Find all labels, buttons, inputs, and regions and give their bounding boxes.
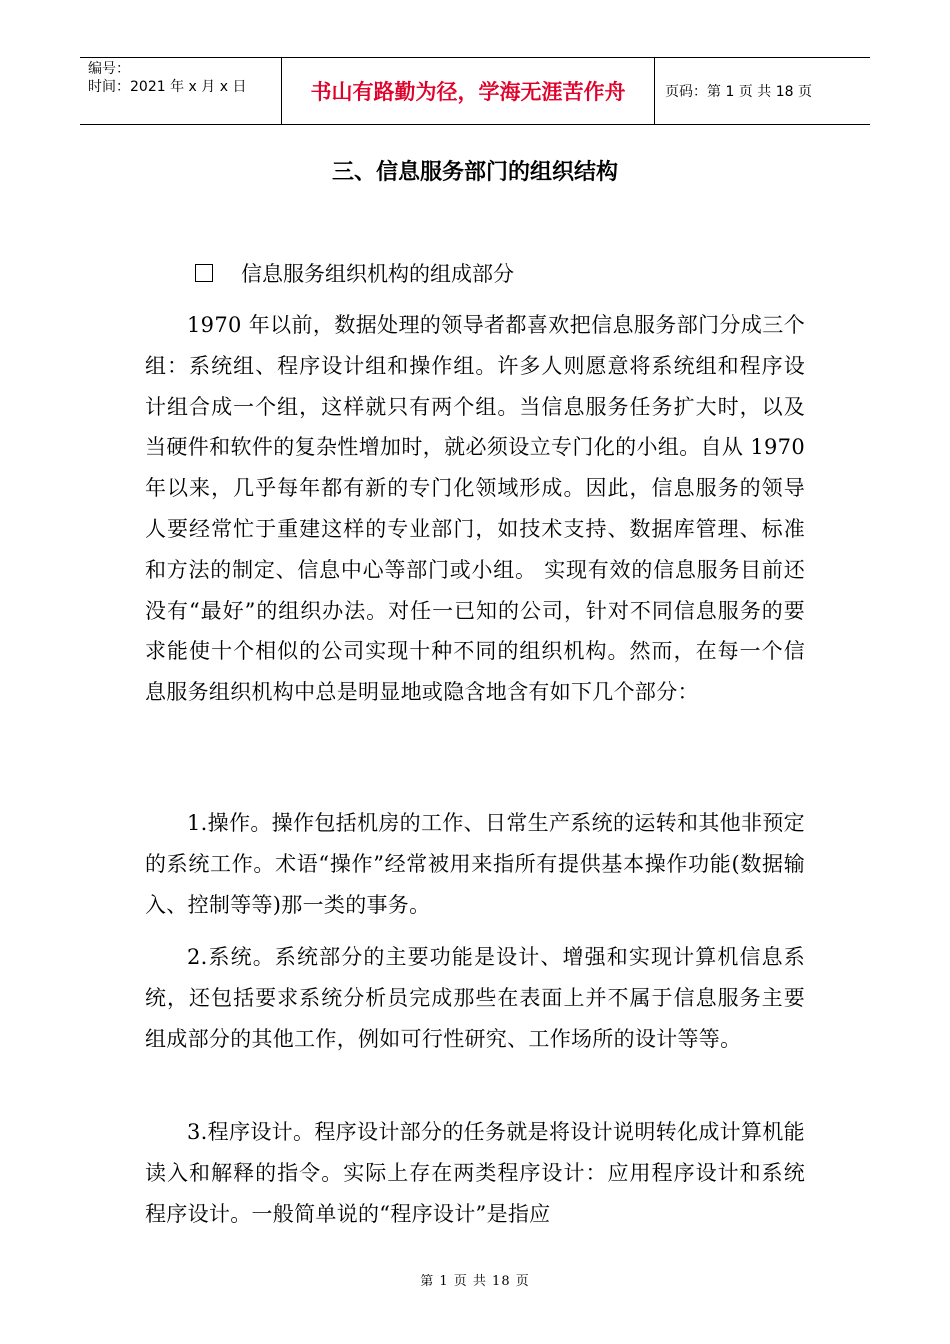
paragraph-operations: 1.操作。操作包括机房的工作、日常生产系统的运转和其他非预定的系统工作。术语“操作”经常被用来指所有提供基本操作功能(数据输入、控制等等)那一类的事务。 bbox=[145, 811, 805, 917]
section-subheading bbox=[195, 258, 514, 288]
header-table bbox=[80, 57, 870, 125]
document-title: 三、信息服务部门的组织结构 bbox=[331, 160, 618, 185]
document-number-label: 编号： bbox=[88, 61, 130, 77]
header-meta-cell bbox=[80, 58, 282, 124]
checkbox-square-icon bbox=[195, 264, 213, 282]
subheading-text: 信息服务组织机构的组成部分 bbox=[241, 262, 514, 286]
header-motto: 书山有路勤为径，学海无涯苦作舟 bbox=[282, 58, 655, 124]
paragraph-systems: 2.系统。系统部分的主要功能是设计、增强和实现计算机信息系统，还包括要求系统分析员完成那些在表面上并不属于信息服务主要组成部分的其他工作，例如可行性研究、工作场所的设计等等。 bbox=[145, 945, 805, 1051]
page-footer: 第 1 页 共 18 页 bbox=[420, 1274, 530, 1289]
paragraph-intro: 1970 年以前，数据处理的领导者都喜欢把信息服务部门分成三个组：系统组、程序设计组和操作组。许多人则愿意将系统组和程序设计组合成一个组，这样就只有两个组。当信息服务任务扩大时，以及当硬件和软件的复杂性增加时，就必须设立专门化的小组。自从 1970 年以来，几乎每年都有新的专门化领域形成。因此，信息服务的领导人要经常忙于重建这样的专业部门，如技术支持、数据库管理、标准和方法的制定、信息中心等部门或小组。 实现有效的信息服务目前还没有“最好”的组织办法。对任一已知的公司，针对不同信息服务的要求能使十个相似的公司实现十种不同的组织机构。然而，在每一个信息服务组织机构中总是明显地或隐含地含有如下几个部分： bbox=[145, 313, 805, 705]
paragraph-programming: 3.程序设计。程序设计部分的任务就是将设计说明转化成计算机能读入和解释的指令。实际上存在两类程序设计：应用程序设计和系统程序设计。一般简单说的“程序设计”是指应 bbox=[145, 1120, 805, 1226]
document-time-label: 时间：2021 年 x 月 x 日 bbox=[88, 79, 247, 95]
header-page-info: 页码：第 1 页 共 18 页 bbox=[665, 84, 812, 100]
